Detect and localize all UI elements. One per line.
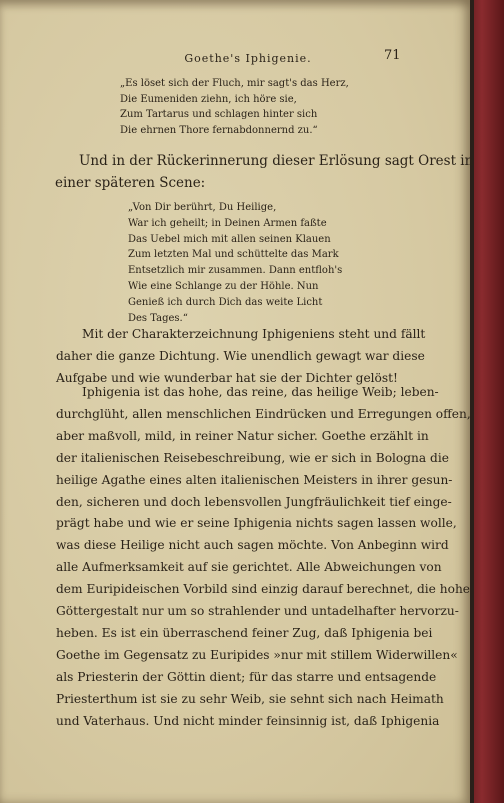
text-line: Göttergestalt nur um so strahlender und untadelhafter hervorzu-	[56, 604, 459, 619]
text-line: dem Euripideischen Vorbild sind einzig darauf berechnet, die hohe	[56, 582, 471, 597]
text-line: Mit der Charakterzeichnung Iphigeniens steht und fällt	[82, 327, 426, 341]
text-line: durchglüht, allen menschlichen Eindrücken und Erregungen offen,	[56, 406, 471, 421]
text-line: Aufgabe und wie wunderbar hat sie der Dichter gelöst!	[56, 370, 398, 385]
page-header	[0, 48, 470, 68]
text-line: prägt habe und wie er seine Iphigenia nichts sagen lassen wolle,	[56, 516, 457, 531]
verse-line: Zum Tartarus und schlagen hinter sich	[120, 109, 318, 121]
text-line: den, sicheren und doch lebensvollen Jungfräulichkeit tief einge-	[56, 494, 452, 509]
verse-quote-1	[120, 76, 349, 138]
text-line: als Priesterin der Göttin dient; für das starre und entsagende	[56, 669, 437, 684]
verse-line: Die Eumeniden ziehn, ich höre sie,	[120, 93, 297, 105]
verse-line: Die ehrnen Thore fernabdonnernd zu.“	[120, 124, 318, 136]
paragraph-2	[56, 382, 471, 733]
text-line: Und in der Rückerinnerung dieser Erlösung sagt Orest in	[79, 153, 474, 169]
page-number: 71	[384, 48, 401, 63]
paragraph-1	[56, 324, 425, 390]
text-line: und Vaterhaus. Und nicht minder feinsinnig ist, daß Iphigenia	[56, 713, 440, 728]
text-line: was diese Heilige nicht auch sagen möchte. Von Anbeginn wird	[56, 538, 449, 553]
verse-line: Entsetzlich mir zusammen. Dann entfloh's	[128, 265, 343, 277]
running-title: Goethe's Iphigenie.	[184, 52, 312, 65]
text-line: Priesterthum ist sie zu sehr Weib, sie sehnt sich nach Heimath	[56, 691, 444, 706]
text-line: daher die ganze Dichtung. Wie unendlich gewagt war diese	[56, 348, 425, 363]
text-line: aber maßvoll, mild, in reiner Natur sicher. Goethe erzählt in	[56, 428, 429, 443]
verse-line: Das Uebel mich mit allen seinen Klauen	[128, 233, 331, 245]
verse-line: „Von Dir berührt, Du Heilige,	[128, 202, 277, 213]
text-line: der italienischen Reisebeschreibung, wie er sich in Bologna die	[56, 450, 449, 465]
text-line: alle Aufmerksamkeit auf sie gerichtet. Alle Abweichungen von	[56, 560, 442, 575]
text-line: heilige Agathe eines alten italienischen Meisters in ihrer gesun-	[56, 472, 453, 487]
verse-line: War ich geheilt; in Deinen Armen faßte	[128, 217, 327, 229]
verse-line: Genieß ich durch Dich das weite Licht	[128, 296, 323, 308]
text-line: heben. Es ist ein überraschend feiner Zug, daß Iphigenia bei	[56, 625, 433, 640]
text-line: einer späteren Scene:	[55, 175, 206, 191]
verse-line: Zum letzten Mal und schüttelte das Mark	[128, 249, 339, 261]
text-line: Iphigenia ist das hohe, das reine, das heilige Weib; leben-	[82, 385, 439, 399]
verse-line: „Es löset sich der Fluch, mir sagt's das Herz,	[120, 78, 349, 89]
verse-line: Des Tages.“	[128, 312, 188, 324]
book-cover-edge	[470, 0, 504, 803]
verse-line: Wie eine Schlange zu der Höhle. Nun	[128, 280, 319, 292]
text-line: Goethe im Gegensatz zu Euripides »nur mit stillem Widerwillen«	[56, 647, 458, 662]
intro-text	[55, 150, 473, 194]
verse-quote-2	[128, 200, 342, 326]
